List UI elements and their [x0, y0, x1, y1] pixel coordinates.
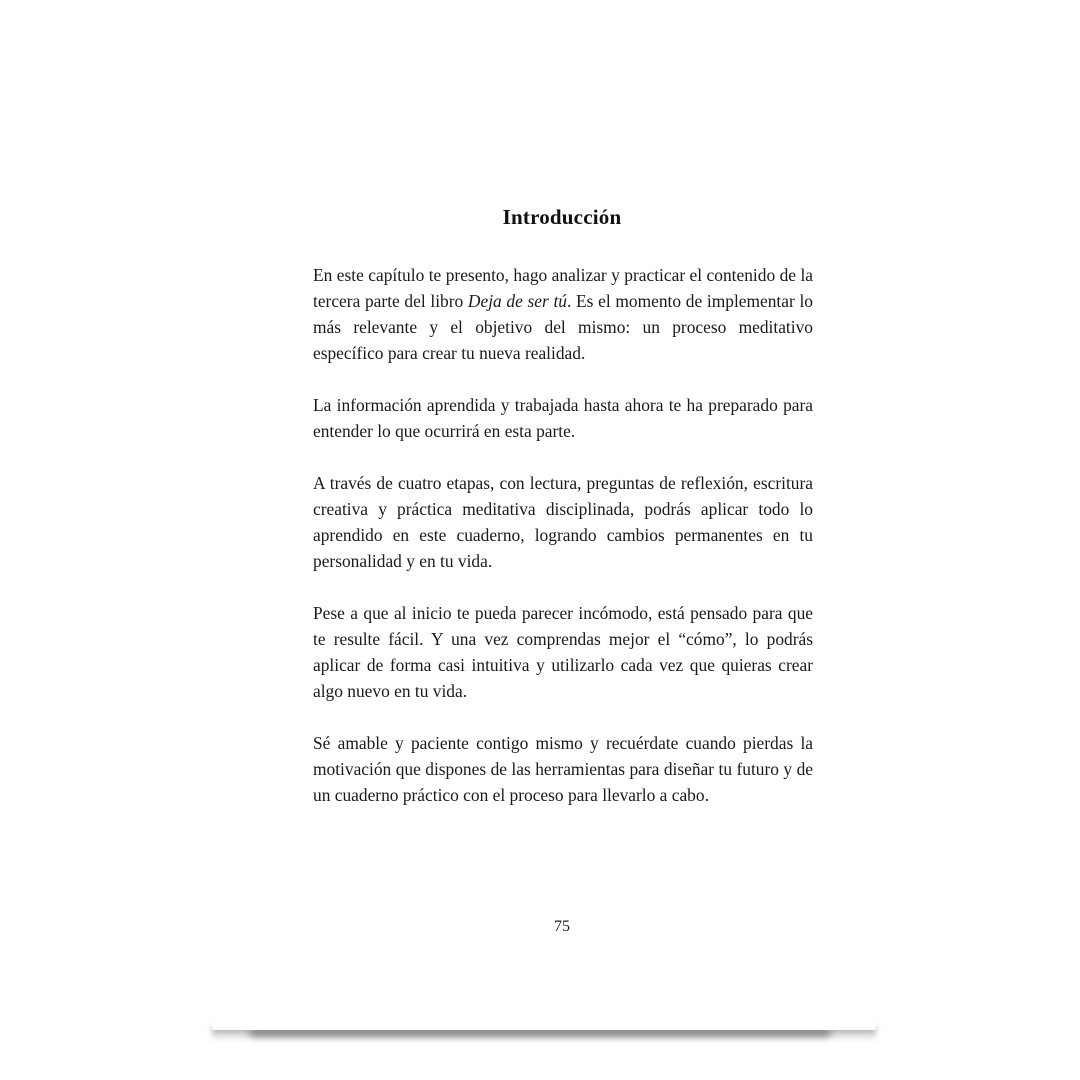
paragraph-4: Pese a que al inicio te pueda parecer incómodo, está pensado para que te resulte fácil. Y una vez comprendas mejor el “cómo”, lo podrás aplicar de forma casi intuitiva y utilizarlo cada vez que quieras crear algo nuevo en tu vida. [313, 603, 813, 701]
paragraph-5: Sé amable y paciente contigo mismo y recuérdate cuando pierdas la motivación que dispones de las herramientas para diseñar tu futuro y de un cuaderno práctico con el proceso para llevarlo a cabo. [313, 733, 813, 805]
paragraph-1-text-start: En este capítulo te presento, hago analizar y practicar el contenido de la tercera parte del libro [313, 265, 813, 311]
paragraph-1-text-end: . Es el momento de implementar lo más relevante y el objetivo del mismo: un proceso meditativo específico para crear tu nueva realidad. [313, 291, 813, 363]
paragraph-2: La información aprendida y trabajada hasta ahora te ha preparado para entender lo que ocurrirá en esta parte. [313, 395, 813, 441]
book-page [212, 0, 876, 1030]
book-title-italic: Deja de ser tú [467, 291, 568, 311]
chapter-title: Introducción [502, 205, 622, 229]
paragraph-1 [313, 262, 813, 366]
body-text [313, 262, 813, 834]
page-number: 75 [554, 918, 570, 935]
paragraph-3: A través de cuatro etapas, con lectura, preguntas de reflexión, escritura creativa y práctica meditativa disciplinada, podrás aplicar todo lo aprendido en este cuaderno, logrando cambios permanentes en tu personalidad y en tu vida. [313, 473, 813, 571]
